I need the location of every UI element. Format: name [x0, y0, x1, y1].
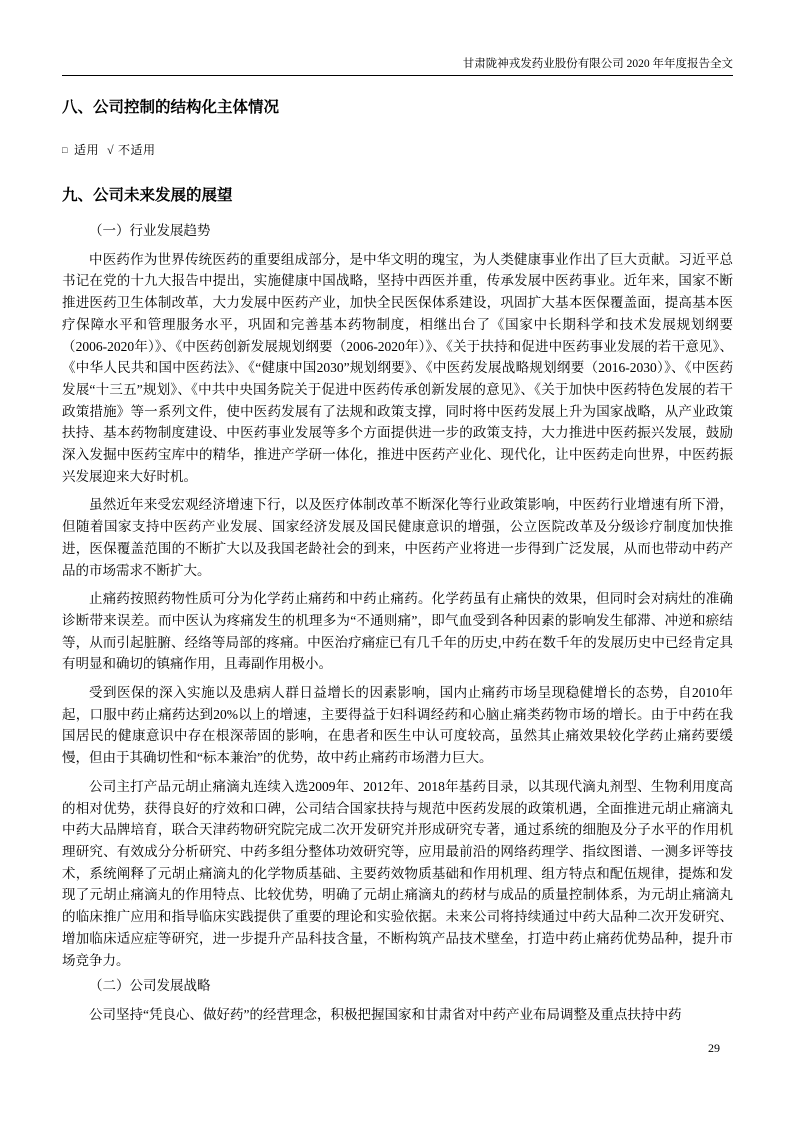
paragraph-industry-overview: 中医药作为世界传统医药的重要组成部分，是中华文明的瑰宝，为人类健康事业作出了巨大贡献。习近平总书记在党的十九大报告中提出，实施健康中国战略，坚持中西医并重，传承发展中医药事业。近年来，国家不断推进医药卫生体制改革，大力发展中医药产业，加快全民医保体系建设，巩固扩大基本医保覆盖面，提高基本医疗保障水平和管理服务水平，巩固和完善基本药物制度，相继出台了《国家中长期科学和技术发展规划纲要（2006-2020年）》、《中医药创新发展规划纲要（2006-2020年）》、《关于扶持和促进中医药事业发展的若干意见》、《中华人民共和国中医药法》、《“健康中国2030”规划纲要》、《中医药发展战略规划纲要（2016-2030）》、《中医药发展“十三五”规划》、《中共中央国务院关于促进中医药传承创新发展的意见》、《关于加快中医药特色发展的若干政策措施》等一系列文件，使中医药发展有了法规和政策支撑，同时将中医药发展上升为国家战略，从产业政策扶持、基本药物制度建设、中医药事业发展等多个方面提供进一步的政策支持，大力推进中医药振兴发展，鼓励深入发掘中医药宝库中的精华，推进产学研一体化，推进中医药产业化、现代化，让中医药走向世界，中医药振兴发展迎来大好时机。: [62, 251, 733, 484]
section-8-heading: 八、公司控制的结构化主体情况: [62, 99, 280, 116]
paragraph-painkiller-classification: 止痛药按照药物性质可分为化学药止痛药和中药止痛药。化学药虽有止痛快的效果，但同时会对病灶的准确诊断带来误差。而中医认为疼痛发生的机理多为“不通则痛”，即气血受到各种因素的影响发生郁滞、冲逆和瘀结等，从而引起脏腑、经络等局部的疼痛。中医治疗痛症已有几千年的历史,中药在数千年的发展历史中已经肯定具有明显和确切的镇痛作用，且毒副作用极小。: [62, 591, 733, 672]
page-number: 29: [708, 1041, 720, 1055]
paragraph-company-strategy: 公司坚持“凭良心、做好药”的经营理念，积极把握国家和甘肃省对中药产业布局调整及重点扶持中药: [89, 1006, 682, 1022]
not-applicable-label: 不适用: [118, 143, 156, 157]
document-header: [62, 57, 733, 76]
applicable-checkbox-icon: □: [62, 145, 68, 155]
paragraph-market-potential: 受到医保的深入实施以及患病人群日益增长的因素影响，国内止痛药市场呈现稳健增长的态势，自2010年起，口服中药止痛药达到20%以上的增速，主要得益于妇科调经药和心脑止痛类药物市场的增长。由于中药在我国居民的健康意识中存在根深蒂固的影响，在患者和医生中认可度较高，虽然其止痛效果较化学药止痛药要缓慢，但由于其确切性和“标本兼治”的优势，故中药止痛药市场潜力巨大。: [62, 685, 733, 766]
paragraph-main-product: 公司主打产品元胡止痛滴丸连续入选2009年、2012年、2018年基药目录，以其现代滴丸剂型、生物利用度高的相对优势，获得良好的疗效和口碑，公司结合国家扶持与规范中医药发展的政策机遇，全面推进元胡止痛滴丸中药大品牌培育，联合天津药物研究院完成二次开发研究并形成研究专著，通过系统的细胞及分子水平的作用机理研究、有效成分分析研究、中药多组分整体功效研究等，应用最前沿的网络药理学、指纹图谱、一测多评等技术，系统阐释了元胡止痛滴丸的化学物质基础、主要药效物质基础和作用机理、组方特点和配伍规律，提炼和发现了元胡止痛滴丸的作用特点、比较优势，明确了元胡止痛滴丸的药材与成品的质量控制体系，为元胡止痛滴丸的临床推广应用和指导临床实践提供了重要的理论和实验依据。未来公司将持续通过中药大品种二次开发研究、增加临床适应症等研究，进一步提升产品科技含量，不断构筑产品技术壁垒，打造中药止痛药优势品种，提升市场竞争力。: [62, 778, 733, 968]
applicable-label: 适用: [73, 143, 99, 157]
applicability-line: [62, 143, 733, 158]
check-mark-icon: √: [106, 143, 115, 157]
subsection-1-heading: （一）行业发展趋势: [89, 223, 211, 238]
section-9-heading: 九、公司未来发展的展望: [62, 187, 233, 204]
subsection-2-heading: （二）公司发展战略: [89, 978, 211, 994]
paragraph-industry-growth: 虽然近年来受宏观经济增速下行，以及医疗体制改革不断深化等行业政策影响，中医药行业增速有所下滑，但随着国家支持中医药产业发展、国家经济发展及国民健康意识的增强，公立医院改革及分级诊疗制度加快推进，医保覆盖范围的不断扩大以及我国老龄社会的到来，中医药产业将进一步得到广泛发展，从而也带动中药产品的市场需求不断扩大。: [62, 497, 733, 578]
document-header-title: 甘肃陇神戎发药业股份有限公司 2020 年年度报告全文: [462, 58, 733, 70]
